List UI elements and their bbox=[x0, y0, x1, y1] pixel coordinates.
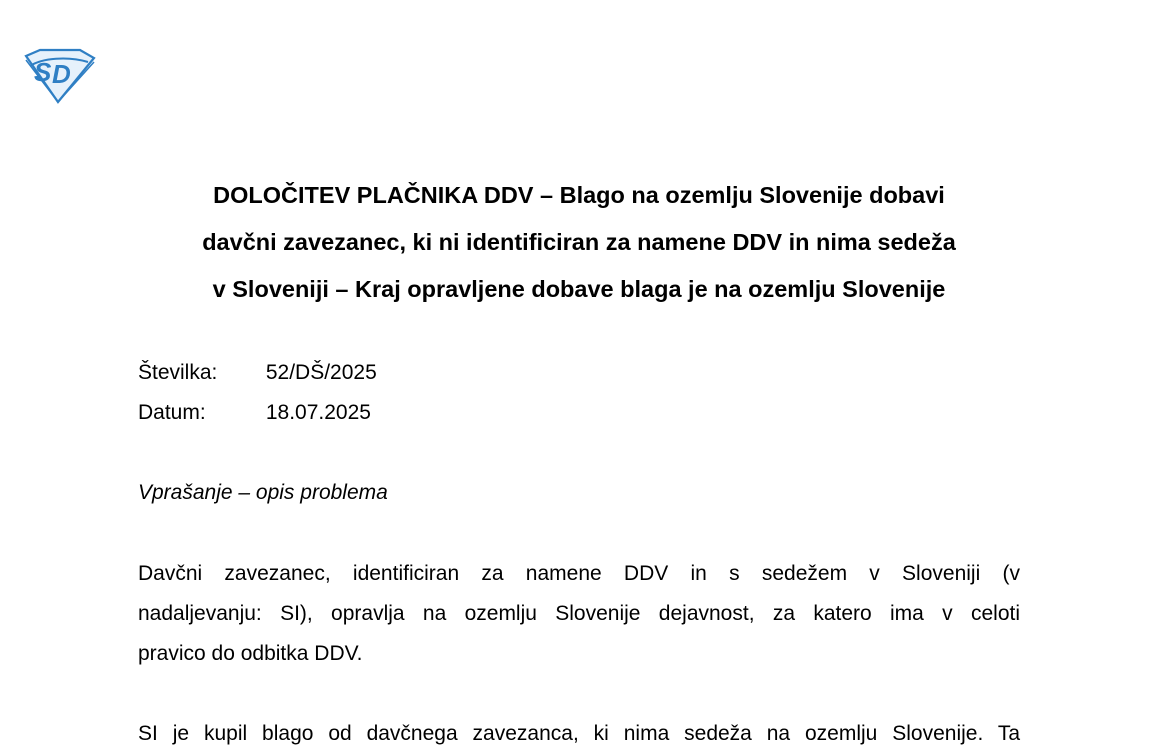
number-label: Številka: bbox=[138, 361, 218, 384]
paragraph-2 bbox=[138, 714, 1020, 754]
paragraph-line: nadaljevanju: SI), opravlja na ozemlju Slovenije dejavnost, za katero ima v celoti bbox=[138, 602, 1020, 625]
date-row bbox=[138, 400, 371, 426]
paragraph-line: pravico do odbitka DDV. bbox=[138, 642, 363, 665]
paragraph-line: Davčni zavezanec, identificiran za namene DDV in s sedežem v Sloveniji (v bbox=[138, 562, 1020, 585]
svg-text:S: S bbox=[34, 57, 52, 87]
document-title bbox=[138, 172, 1020, 313]
date-label: Datum: bbox=[138, 401, 206, 424]
title-line: davčni zavezanec, ki ni identificiran za namene DDV in nima sedeža bbox=[202, 229, 956, 255]
title-line: DOLOČITEV PLAČNIKA DDV – Blago na ozemlju Slovenije dobavi bbox=[213, 182, 945, 208]
number-value: 52/DŠ/2025 bbox=[265, 361, 377, 384]
svg-text:D: D bbox=[52, 59, 71, 89]
title-line: v Sloveniji – Kraj opravljene dobave blaga je na ozemlju Slovenije bbox=[212, 276, 946, 302]
paragraph-line: SI je kupil blago od davčnega zavezanca, ki nima sedeža na ozemlju Slovenije. Ta bbox=[138, 722, 1020, 745]
date-value: 18.07.2025 bbox=[265, 401, 371, 424]
paragraph-1 bbox=[138, 554, 1020, 674]
number-row bbox=[138, 360, 377, 386]
section-heading: Vprašanje – opis problema bbox=[138, 481, 388, 504]
diamond-sd-logo-icon bbox=[22, 48, 96, 104]
